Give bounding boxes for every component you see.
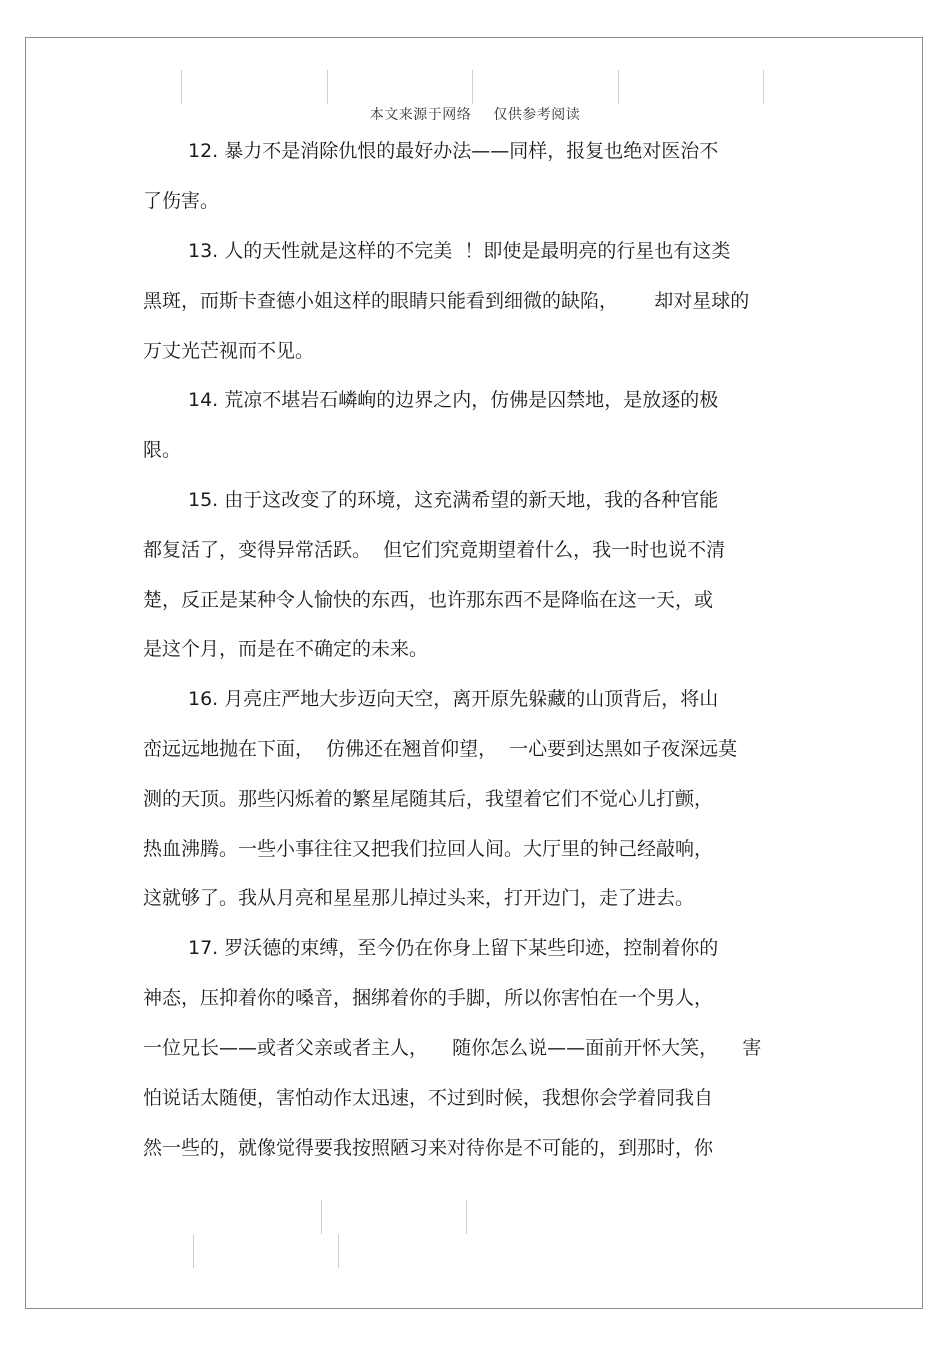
bottom-divider-mark — [466, 1200, 467, 1234]
paragraph-line: 测的天顶。那些闪烁着的繁星尾随其后，我望着它们不觉心儿打颤， — [143, 788, 714, 810]
top-divider-mark — [181, 70, 182, 104]
paragraph-line: 然一些的，就像觉得要我按照陋习来对待你是不可能的，到那时，你 — [143, 1137, 714, 1159]
paragraph-line: 峦远远地抛在下面， 仿佛还在翘首仰望， 一心要到达黑如子夜深远莫 — [143, 738, 738, 760]
paragraph-line: 怕说话太随便，害怕动作太迅速，不过到时候，我想你会学着同我自 — [143, 1087, 714, 1109]
paragraph-line: 黑斑，而斯卡查德小姐这样的眼睛只能看到细微的缺陷， 却对星球的 — [143, 290, 750, 312]
paragraph-line: 都复活了，变得异常活跃。 但它们究竟期望着什么，我一时也说不清 — [143, 539, 726, 561]
bottom-divider-mark — [321, 1200, 322, 1234]
page-header — [0, 104, 950, 124]
paragraph-line: 16. 月亮庄严地大步迈向天空，离开原先躲藏的山顶背后，将山 — [188, 688, 719, 710]
page-frame — [25, 37, 923, 1309]
paragraph-line: 12. 暴力不是消除仇恨的最好办法——同样，报复也绝对医治不 — [188, 140, 719, 162]
paragraph-line: 17. 罗沃德的束缚，至今仍在你身上留下某些印迹，控制着你的 — [188, 937, 719, 959]
paragraph-line: 限。 — [143, 439, 182, 461]
paragraph-line: 楚，反正是某种令人愉快的东西，也许那东西不是降临在这一天，或 — [143, 589, 714, 611]
paragraph-line: 14. 荒凉不堪岩石嶙峋的边界之内，仿佛是囚禁地，是放逐的极 — [188, 389, 719, 411]
header-note: 仅供参考阅读 — [493, 107, 581, 123]
paragraph-line: 了伤害。 — [143, 190, 220, 212]
top-divider-mark — [472, 70, 473, 104]
top-divider-mark — [618, 70, 619, 104]
paragraph-line: 是这个月，而是在不确定的未来。 — [143, 638, 429, 660]
paragraph-line: 这就够了。我从月亮和星星那儿掉过头来，打开边门，走了进去。 — [143, 887, 695, 909]
paragraph-line: 万丈光芒视而不见。 — [143, 340, 315, 362]
bottom-divider-mark — [193, 1234, 194, 1268]
paragraph-line: 神态，压抑着你的嗓音，捆绑着你的手脚，所以你害怕在一个男人， — [143, 987, 714, 1009]
paragraph-line: 15. 由于这改变了的环境，这充满希望的新天地，我的各种官能 — [188, 489, 719, 511]
paragraph-line: 热血沸腾。一些小事往往又把我们拉回人间。大厅里的钟己经敲响， — [143, 838, 714, 860]
bottom-divider-mark — [338, 1234, 339, 1268]
paragraph-line: 一位兄长——或者父亲或者主人， 随你怎么说——面前开怀大笑， 害 — [143, 1037, 762, 1059]
header-source: 本文来源于网络 — [369, 107, 472, 123]
paragraph-line: 13. 人的天性就是这样的不完美 ！即使是最明亮的行星也有这类 — [188, 240, 731, 262]
top-divider-mark — [327, 70, 328, 104]
top-divider-mark — [763, 70, 764, 104]
